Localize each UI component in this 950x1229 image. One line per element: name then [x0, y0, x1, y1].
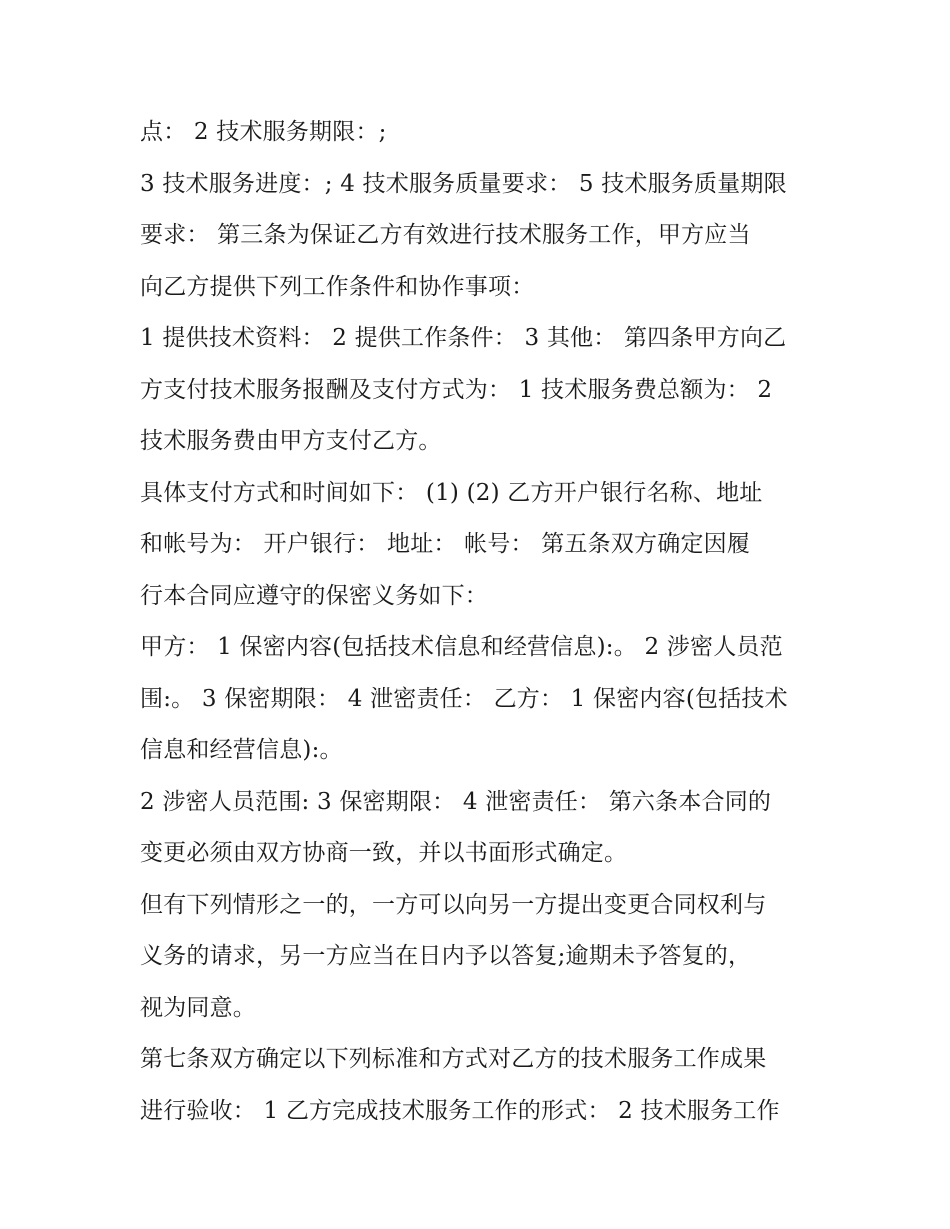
text-line: 要求： 第三条为保证乙方有效进行技术服务工作，甲方应当 [140, 222, 751, 248]
text-line: 3 技术服务进度：; 4 技术服务质量要求： 5 技术服务质量期限 [140, 170, 787, 197]
text-line: 围:。 3 保密期限： 4 泄密责任： 乙方： 1 保密内容(包括技术 [140, 685, 788, 712]
text-line: 甲方： 1 保密内容(包括技术信息和经营信息):。 2 涉密人员范 [140, 634, 783, 660]
text-line: 变更必须由双方协商一致，并以书面形式确定。 [140, 840, 628, 866]
text-line: 方支付技术服务报酬及支付方式为： 1 技术服务费总额为： 2 [140, 376, 773, 403]
text-line: 信息和经营信息):。 [140, 737, 343, 763]
text-line: 具体支付方式和时间如下： (1) (2) 乙方开户银行名称、地址 [140, 479, 763, 506]
document-body [140, 107, 820, 1137]
text-line: 第七条双方确定以下列标准和方式对乙方的技术服务工作成果 [140, 1046, 767, 1072]
text-line: 向乙方提供下列工作条件和协作事项： [140, 273, 535, 300]
text-line: 进行验收： 1 乙方完成技术服务工作的形式： 2 技术服务工作 [140, 1097, 780, 1124]
text-line: 行本合同应遵守的保密义务如下： [140, 582, 488, 609]
text-line: 2 涉密人员范围: 3 保密期限： 4 泄密责任： 第六条本合同的 [140, 788, 772, 815]
text-line: 1 提供技术资料： 2 提供工作条件： 3 其他： 第四条甲方向乙 [140, 325, 787, 351]
text-line: 和帐号为： 开户银行： 地址： 帐号： 第五条双方确定因履 [140, 531, 751, 557]
text-line: 点： 2 技术服务期限：; [140, 119, 387, 145]
text-line: 技术服务费由甲方支付乙方。 [140, 428, 442, 454]
text-line: 但有下列情形之一的，一方可以向另一方提出变更合同权利与 [140, 891, 767, 918]
text-line: 视为同意。 [140, 994, 256, 1021]
text-line: 义务的请求，另一方应当在日内予以答复;逾期未予答复的， [140, 943, 752, 969]
